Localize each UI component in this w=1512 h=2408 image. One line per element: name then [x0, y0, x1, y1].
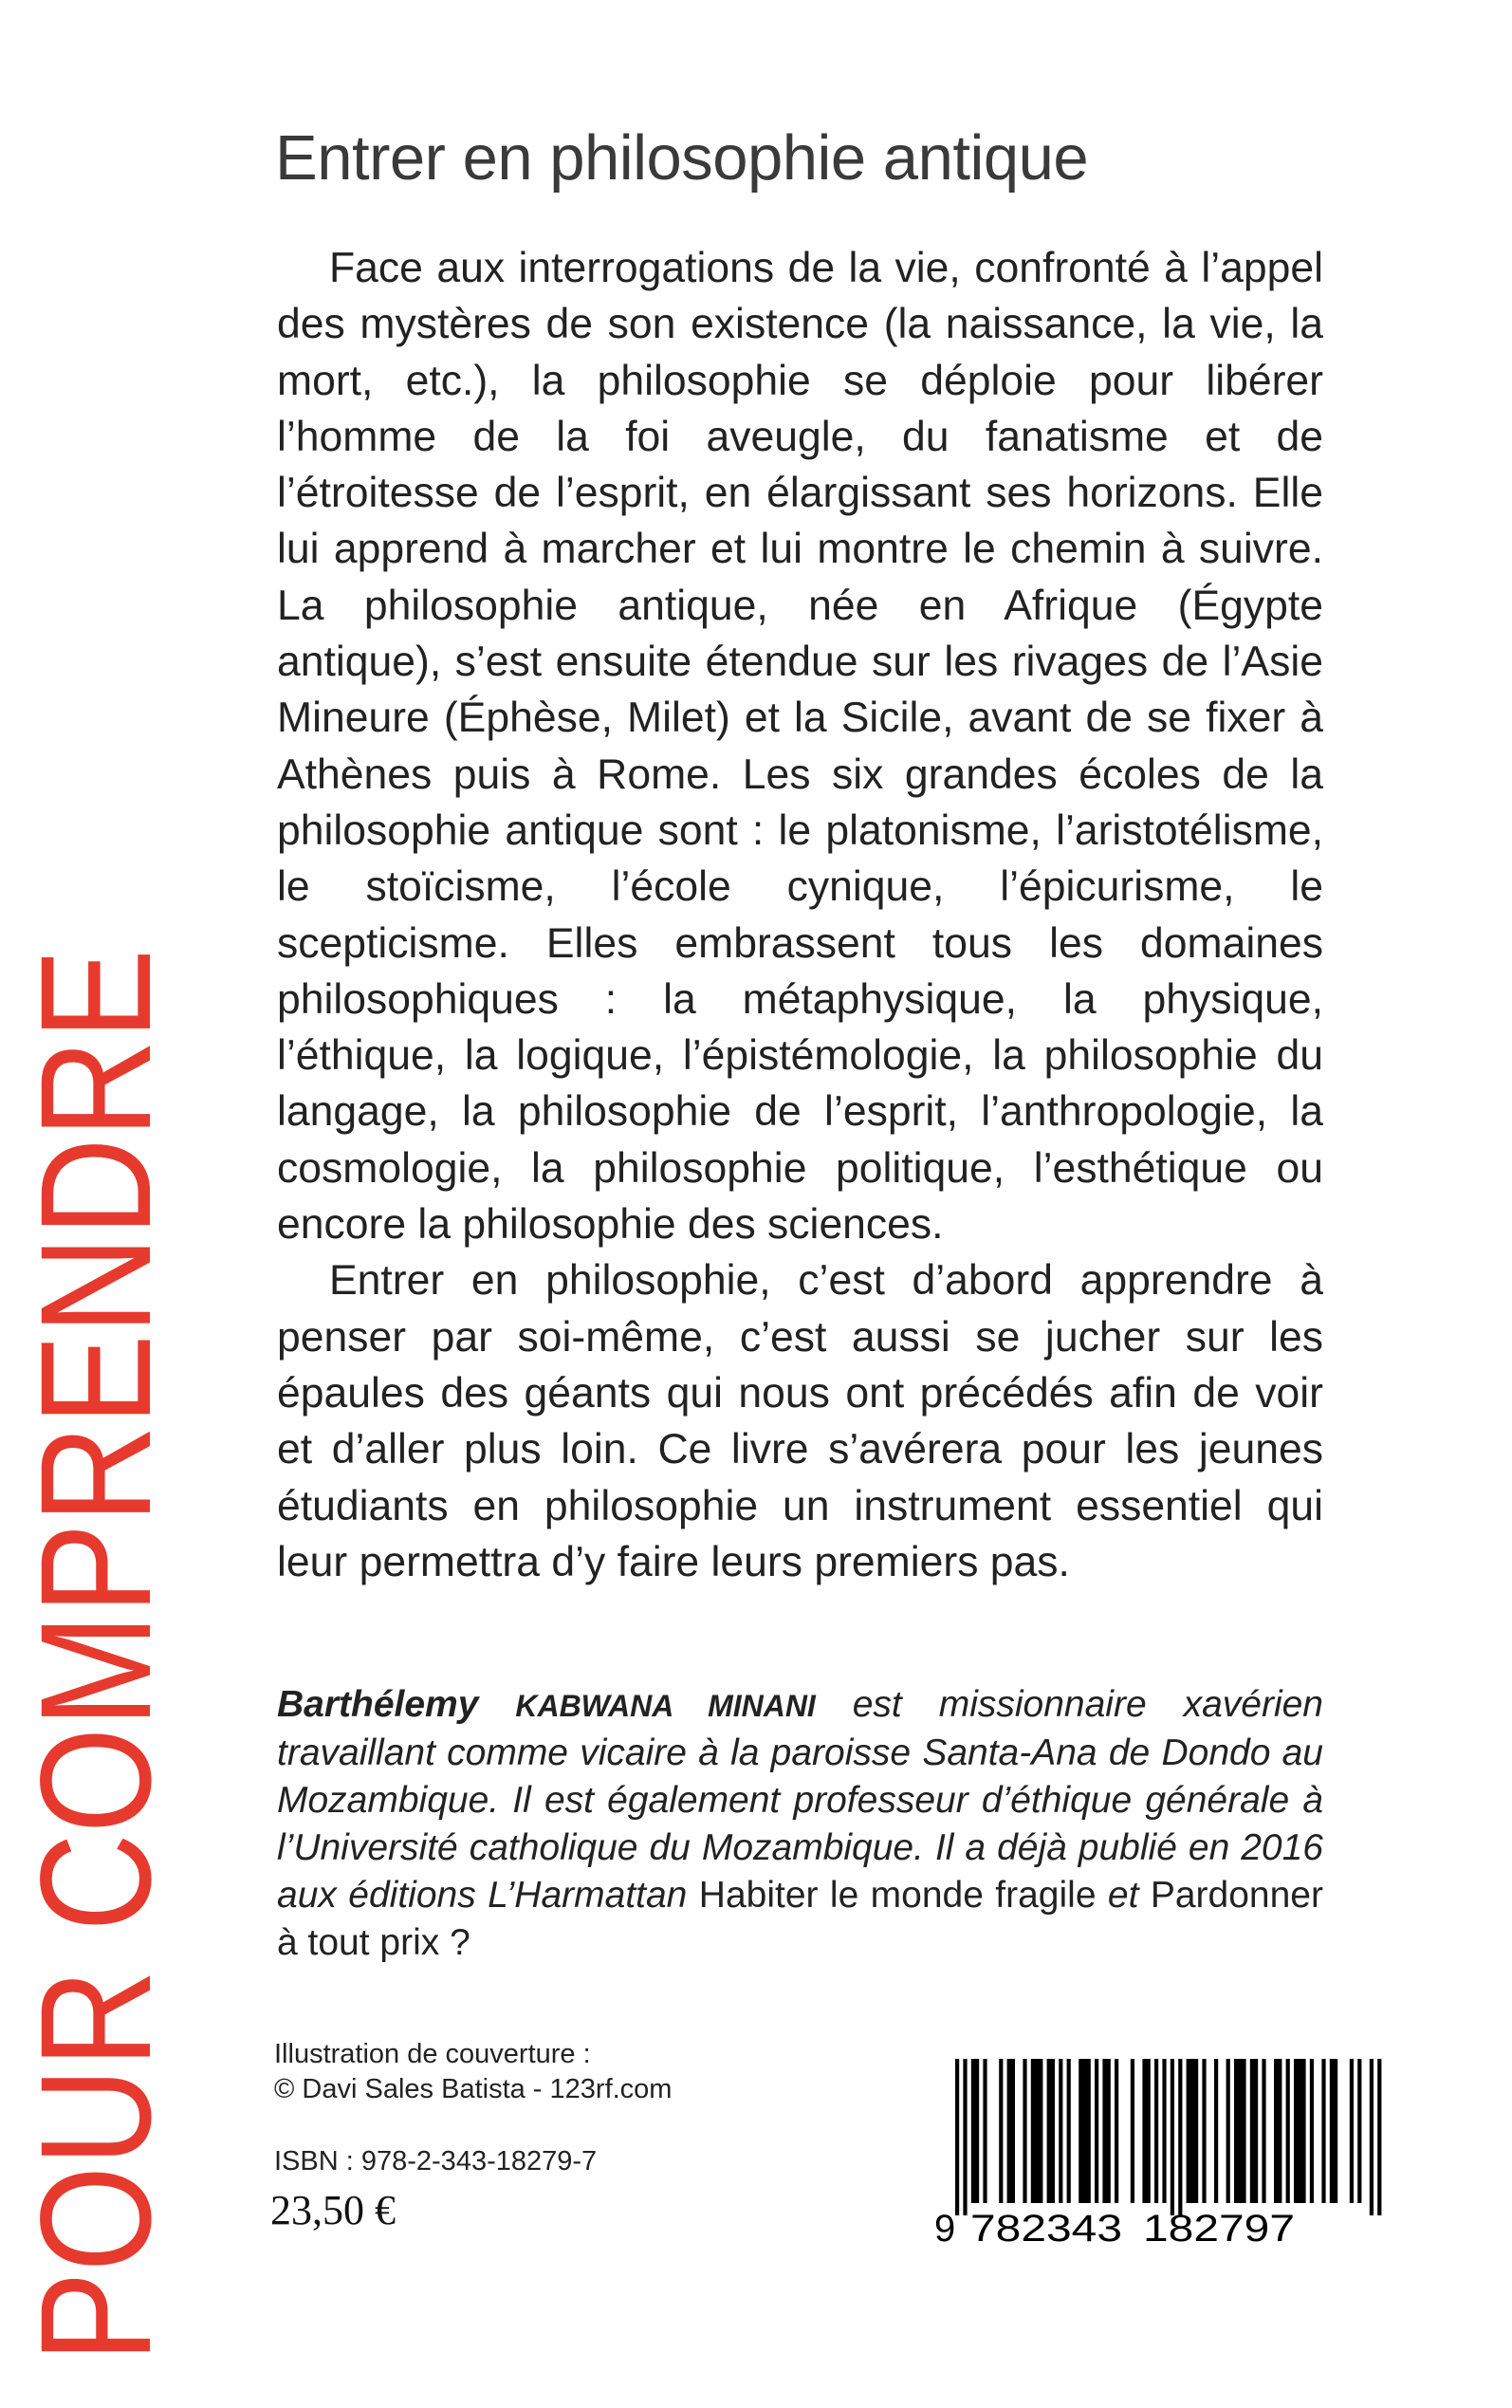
author-bio-conjunction: et — [1096, 1875, 1151, 1916]
summary-paragraph: Entrer en philosophie, c’est d’abord apprendre à penser par soi-même, c’est aussi se jucher sur les épaules des géants qui nous ont précédés afin de voir et d’aller plus loin. Ce livre s’avérera pour les jeunes étudiants en philosophie un instrument essentiel qui leur permettra d’y faire leurs premiers pas. — [277, 1257, 1323, 1585]
barcode-bar — [1162, 2059, 1166, 2203]
book-title: Entrer en philosophie antique — [275, 122, 1089, 194]
barcode-bar — [1234, 2059, 1246, 2203]
barcode-bar — [1023, 2059, 1026, 2203]
summary-paragraph: Face aux interrogations de la vie, confronté à l’appel des mystères de son existence (la naissance, la vie, la mort, etc.), la philosophie se déploie pour libérer l’homme de la foi aveugle, du fanatisme et de l’étroitesse de l’esprit, en élargissant ses horizons. Elle lui apprend à marcher et lui montre le chemin à suivre. La philosophie antique, née en Afrique (Égypte antique), s’est ensuite étendue sur les rivages de l’Asie Mineure (Éphèse, Milet) et la Sicile, avant de se fixer à Athènes puis à Rome. Les six grandes écoles de la philosophie antique sont : le platonisme, l’aristotélisme, le stoïcisme, l’école cynique, l’épicurisme, le scepticisme. Elles embrassent tous les domaines philosophiques : la métaphysique, la physique, l’éthique, la logique, l’épistémologie, la philosophie du langage, la philosophie de l’esprit, l’anthropologie, la cosmologie, la philosophie politique, l’esthétique ou encore la philosophie des sciences. — [277, 245, 1323, 1249]
author-first-name: Barthélemy — [277, 1684, 479, 1725]
barcode-bar — [1142, 2059, 1150, 2203]
barcode-bar — [1294, 2059, 1306, 2203]
price: 23,50 € — [270, 2187, 396, 2233]
barcode-bar — [963, 2059, 967, 2215]
author-bio — [277, 1681, 1323, 1967]
barcode-bar — [1178, 2059, 1182, 2215]
author-book-title-1: Habiter le monde fragile — [698, 1875, 1097, 1916]
barcode-bar — [955, 2059, 959, 2215]
barcode-bar — [983, 2059, 986, 2203]
barcode-bar — [1171, 2059, 1174, 2215]
barcode-bar — [1262, 2059, 1265, 2203]
barcode-bar — [1079, 2059, 1091, 2203]
author-bio-text: est missionnaire xavérien travaillant comme vicaire à la paroisse Santa-Ana de Dondo au Mozambique. Il est également professeur d’éthique générale à l’Université catholique du Mozambique. Il a déjà publié en 2016 aux éditions L’Harmattan — [277, 1684, 1323, 1916]
barcode-bar — [1250, 2059, 1258, 2203]
barcode-bar — [1131, 2059, 1134, 2203]
barcode-bar — [1059, 2059, 1062, 2203]
barcode-digit-first: 9 — [934, 2208, 956, 2250]
isbn: ISBN : 978-2-343-18279-7 — [274, 2146, 598, 2176]
barcode-bar — [1095, 2059, 1098, 2203]
barcode-bar — [1370, 2059, 1374, 2215]
credits-line-2: © Davi Sales Batista - 123rf.com — [274, 2074, 673, 2104]
barcode-bar — [1154, 2059, 1158, 2203]
series-label — [9, 726, 184, 2362]
barcode-bar — [1067, 2059, 1071, 2203]
barcode-bar — [1031, 2059, 1043, 2203]
barcode-bar — [1310, 2059, 1314, 2203]
barcode-digits-left: 782343 — [970, 2208, 1122, 2250]
series-label-graphic — [9, 726, 184, 2362]
barcode-bar — [1226, 2059, 1230, 2203]
barcode-bar — [1350, 2059, 1354, 2203]
barcode-bar — [1202, 2059, 1206, 2203]
barcode — [934, 2059, 1333, 2250]
cover-credits — [274, 2037, 672, 2107]
barcode-bar — [1007, 2059, 1015, 2203]
series-label-text: POUR COMPRENDRE — [9, 726, 184, 2362]
barcode-bar — [1047, 2059, 1055, 2203]
author-book-title-2: Pardonner à tout prix ? — [277, 1875, 1323, 1963]
barcode-digits-right: 182797 — [1143, 2208, 1295, 2250]
credits-line-1: Illustration de couverture : — [274, 2039, 591, 2069]
barcode-bar — [1377, 2059, 1381, 2215]
barcode-bar — [1187, 2059, 1199, 2203]
author-last-name: KABWANA MINANI — [515, 1689, 816, 1723]
barcode-bar — [1330, 2059, 1337, 2203]
barcode-bar — [1274, 2059, 1282, 2203]
barcode-bar — [1214, 2059, 1218, 2203]
barcode-bar — [1357, 2059, 1361, 2203]
barcode-bar — [1102, 2059, 1110, 2203]
barcode-bars — [955, 2059, 1381, 2215]
barcode-bar — [1286, 2059, 1290, 2203]
back-cover-summary — [277, 240, 1323, 1590]
barcode-bar — [971, 2059, 979, 2203]
barcode-bar — [1115, 2059, 1118, 2203]
barcode-bar — [999, 2059, 1003, 2203]
barcode-bar — [1321, 2059, 1325, 2203]
